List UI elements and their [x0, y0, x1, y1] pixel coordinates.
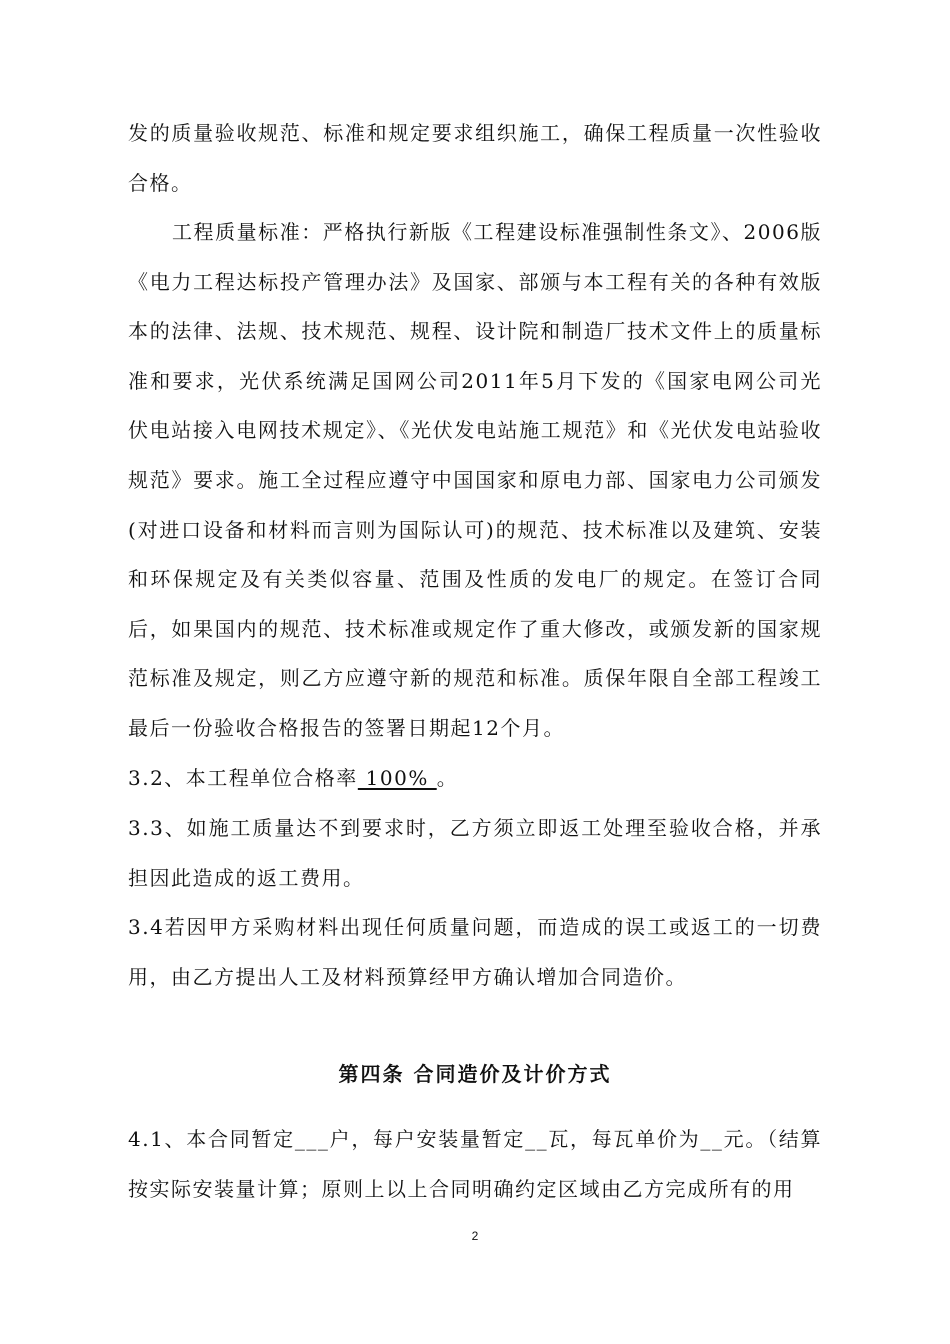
page-number: 2 [471, 1229, 479, 1243]
paragraph-quality-standard: 工程质量标准：严格执行新版《工程建设标准强制性条文》、2006版《电力工程达标投产管理办法》及国家、部颁与本工程有关的各种有效版本的法律、法规、技术规范、规程、设计院和制造厂技术文件上的质量标准和要求，光伏系统满足国网公司2011年5月下发的《国家电网公司光伏电站接入电网技术规定》、《光伏发电站施工规范》和《光伏发电站验收规范》要求。施工全过程应遵守中国国家和原电力部、国家电力公司颁发(对进口设备和材料而言则为国际认可)的规范、技术标准以及建筑、安装和环保规定及有关类似容量、范围及性质的发电厂的规定。在签订合同后，如果国内的规范、技术标准或规定作了重大修改，或颁发新的国家规范标准及规定，则乙方应遵守新的规范和标准。质保年限自全部工程竣工最后一份验收合格报告的签署日期起12个月。 [128, 220, 822, 740]
clause-3-2-suffix: 。 [436, 766, 459, 790]
clause-4-1-text-a: 4.1、本合同暂定 [128, 1127, 295, 1151]
clause-3-2-text: 3.2、本工程单位合格率 [128, 766, 358, 790]
clause-3-3: 3.3、如施工质量达不到要求时，乙方须立即返工处理至验收合格，并承担因此造成的返工费用。 [128, 816, 822, 890]
paragraph-quality-acceptance: 发的质量验收规范、标准和规定要求组织施工，确保工程质量一次性验收合格。 [128, 121, 822, 195]
clause-3-2-pass-rate: 100% [357, 766, 437, 790]
clause-3-2 [128, 754, 822, 804]
clause-4-1-blank-price: __ [700, 1127, 724, 1151]
clause-4-1-blank-households: ___ [294, 1127, 330, 1151]
clause-4-1-text-b: 户，每户安装量暂定 [329, 1127, 526, 1151]
clause-4-1-text-d: 元。（结算按实际安装量计算；原则上以上合同明确约定区域由乙方完成所有的用 [128, 1127, 823, 1201]
clause-4-1 [128, 1115, 822, 1214]
clause-4-1-text-c: 瓦，每瓦单价为 [548, 1127, 701, 1151]
clause-4-1-blank-watts: __ [525, 1127, 549, 1151]
section-heading-article-4: 第四条 合同造价及计价方式 [338, 1062, 612, 1086]
clause-3-4: 3.4若因甲方采购材料出现任何质量问题，而造成的误工或返工的一切费用，由乙方提出人工及材料预算经甲方确认增加合同造价。 [128, 915, 822, 989]
